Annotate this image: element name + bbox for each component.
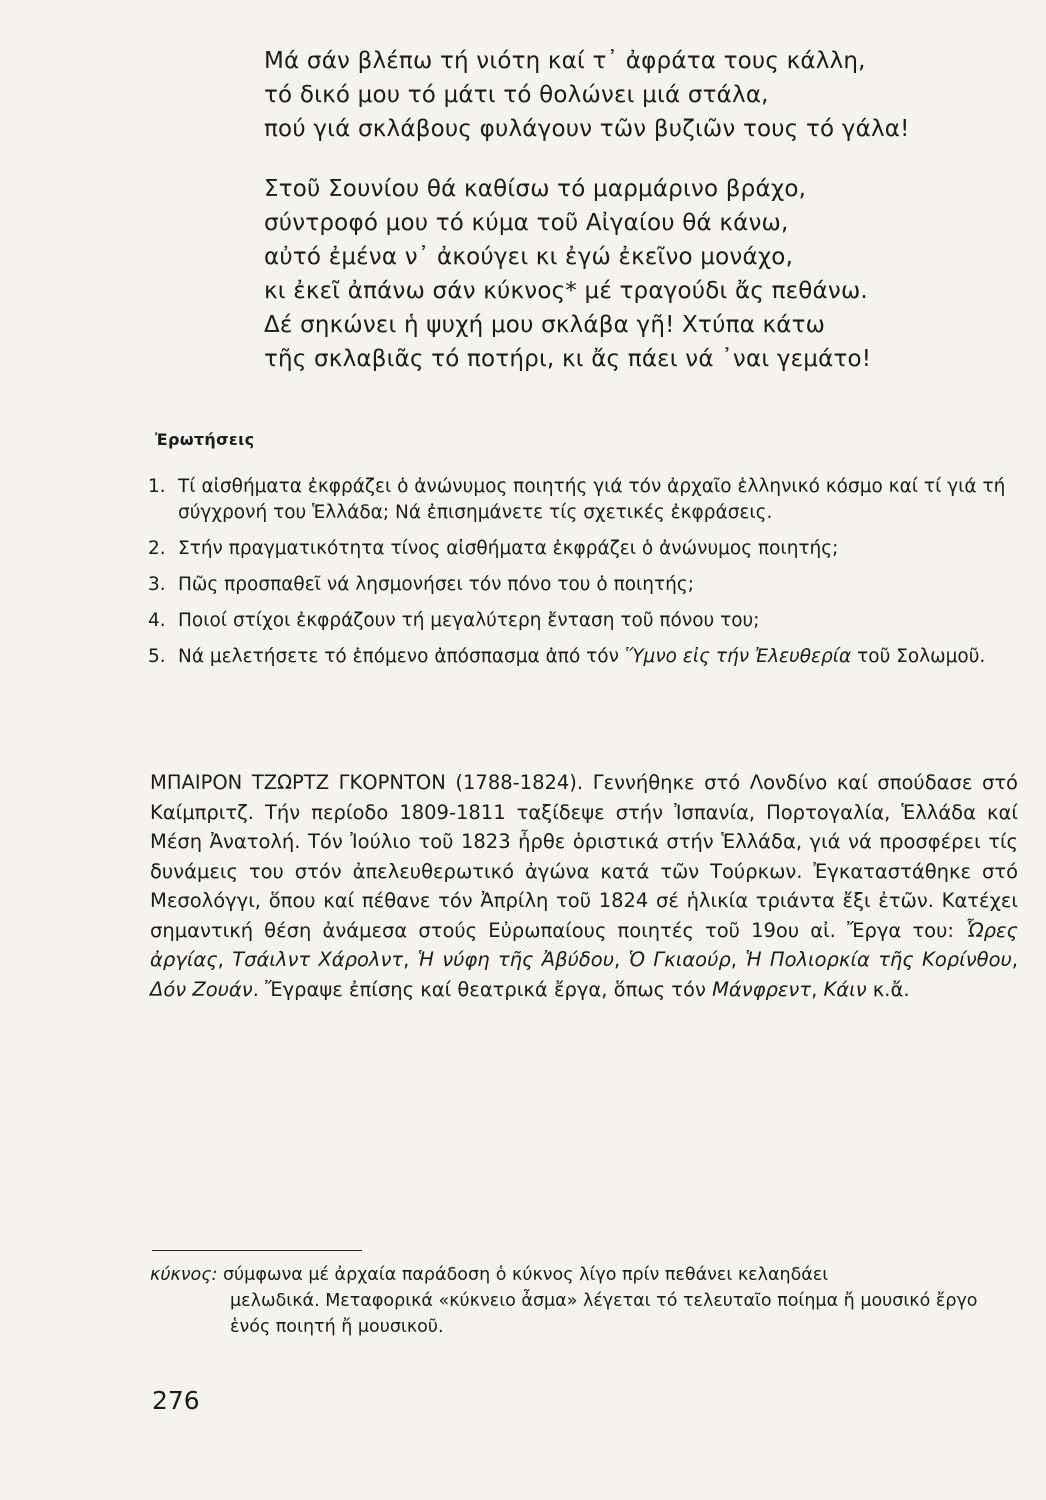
question-item bbox=[148, 644, 1008, 670]
footnote-term: κύκνος: bbox=[150, 1265, 218, 1285]
work-title: Μάνφρεντ bbox=[712, 977, 812, 1001]
work-title-hymn: Ὕμνο εἰς τήν Ἐλευθερία bbox=[624, 646, 852, 667]
work-title: Ἡ Πολιορκία τῆς Κορίνθου bbox=[745, 948, 1012, 971]
question-number: 5. bbox=[148, 646, 166, 667]
poem-line: Μά σάν βλέπω τή νιότη καί τ᾽ ἀφράτα τους κάλλη, bbox=[264, 48, 866, 74]
poem-line: αὐτό ἐμένα ν᾽ ἀκούγει κι ἐγώ ἐκεῖνο μονάχο, bbox=[264, 244, 794, 270]
questions-heading: Ἐρωτήσεις bbox=[155, 430, 255, 449]
separator: , bbox=[403, 948, 418, 971]
poem-line: Δέ σηκώνει ἡ ψυχή μου σκλάβα γῆ! Χτύπα κάτω bbox=[264, 312, 826, 338]
page-number: 276 bbox=[152, 1386, 200, 1415]
poem-line: κι ἐκεῖ ἀπάνω σάν κύκνος* μέ τραγούδι ἄς πεθάνω. bbox=[264, 278, 868, 304]
question-item bbox=[148, 474, 1008, 526]
footnote-line-1 bbox=[150, 1262, 1018, 1288]
question-item bbox=[148, 608, 1008, 634]
separator: , bbox=[811, 977, 824, 1001]
question-text-part: Νά μελετήσετε τό ἑπόμενο ἀπόσπασμα ἀπό τόν bbox=[178, 646, 625, 667]
question-number: 1. bbox=[148, 476, 166, 497]
poem-line: τῆς σκλαβιᾶς τό ποτήρι, κι ἄς πάει νά ᾽ναι γεμάτο! bbox=[264, 346, 872, 372]
question-number: 2. bbox=[148, 538, 166, 559]
questions-list bbox=[148, 474, 1008, 680]
question-item bbox=[148, 536, 1008, 562]
separator: , bbox=[614, 948, 629, 971]
work-title: Ὧρες ἀργίας bbox=[150, 918, 1018, 971]
poem-line: Στοῦ Σουνίου θά καθίσω τό μαρμάρινο βράχο, bbox=[264, 176, 807, 202]
author-biography bbox=[150, 768, 1018, 1004]
poem-line: σύντροφό μου τό κύμα τοῦ Αἰγαίου θά κάνω, bbox=[264, 210, 789, 236]
footnote-text-continued: μελωδικά. Μεταφορικά «κύκνειο ἆσμα» λέγεται τό τελευταῖο ποίημα ἤ μουσικό ἔργο ἑνός ποιητή ἤ μουσικοῦ. bbox=[230, 1291, 978, 1337]
poem-line: πού γιά σκλάβους φυλάγουν τῶν βυζιῶν τους τό γάλα! bbox=[264, 116, 910, 142]
work-title: Δόν Ζουάν bbox=[150, 977, 253, 1001]
poem-stanza-2 bbox=[264, 172, 984, 376]
question-number: 3. bbox=[148, 574, 166, 595]
separator: , bbox=[217, 948, 233, 971]
bio-text: ΜΠΑΙΡΟΝ ΤΖΩΡΤΖ ΓΚΟΡΝΤΟΝ (1788-1824). Γεννήθηκε στό Λονδίνο καί σπούδασε στό Καίμπριτζ. Τήν περίοδο 1809-1811 ταξίδεψε στήν Ἰσπανία, Πορτογαλία, Ἑλλάδα καί Μέση Ἀνατολή. Τόν Ἰούλιο τοῦ 1823 ἦρθε ὁριστικά στήν Ἑλλάδα, γιά νά προσφέρει τίς δυνάμεις του στόν ἀπελευθερωτικό ἀγώνα κατά τῶν Τούρκων. Ἐγκαταστάθηκε στό Μεσολόγγι, ὅπου καί πέθανε τόν Ἀπρίλη τοῦ 1824 σέ ἡλικία τριάντα ἔξι ἐτῶν. Κατέχει σημαντική θέση ἀνάμεσα στούς Εὐρωπαίους ποιητές τοῦ 19ου αἰ. Ἔργα του: bbox=[150, 771, 1018, 942]
question-item bbox=[148, 572, 1008, 598]
question-text: Στήν πραγματικότητα τίνος αἰσθήματα ἐκφράζει ὁ ἀνώνυμος ποιητής; bbox=[178, 538, 839, 559]
work-title: Ὁ Γκιαούρ bbox=[628, 948, 731, 971]
footnote-divider bbox=[152, 1250, 362, 1251]
poem bbox=[264, 44, 984, 402]
question-text bbox=[178, 644, 1008, 670]
bio-text: κ.ἄ. bbox=[866, 977, 910, 1001]
footnote bbox=[150, 1262, 1018, 1340]
work-title: Κάιν bbox=[823, 977, 867, 1001]
separator: , bbox=[1011, 948, 1018, 971]
question-text: Πῶς προσπαθεῖ νά λησμονήσει τόν πόνο του ὁ ποιητής; bbox=[178, 574, 694, 595]
separator: , bbox=[730, 948, 746, 971]
poem-line: τό δικό μου τό μάτι τό θολώνει μιά στάλα, bbox=[264, 82, 769, 108]
poem-stanza-1 bbox=[264, 44, 984, 146]
question-text: Τί αἰσθήματα ἐκφράζει ὁ ἀνώνυμος ποιητής γιά τόν ἀρχαῖο ἑλληνικό κόσμο καί τί γιά τή σύγχρονή του Ἑλλάδα; Νά ἐπισημάνετε τίς σχετικές ἐκφράσεις. bbox=[178, 476, 1006, 523]
question-text: Ποιοί στίχοι ἐκφράζουν τή μεγαλύτερη ἔνταση τοῦ πόνου του; bbox=[178, 610, 760, 631]
question-number: 4. bbox=[148, 610, 166, 631]
question-text-part: τοῦ Σολωμοῦ. bbox=[851, 646, 986, 667]
work-title: Ἡ νύφη τῆς Ἀβύδου bbox=[417, 948, 614, 971]
work-title: Τσάιλντ Χάρολντ bbox=[232, 948, 404, 971]
bio-text: . Ἔγραψε ἐπίσης καί θεατρικά ἔργα, ὅπως τόν bbox=[252, 977, 713, 1001]
footnote-text: σύμφωνα μέ ἀρχαία παράδοση ὁ κύκνος λίγο πρίν πεθάνει κελαηδάει bbox=[217, 1265, 829, 1285]
